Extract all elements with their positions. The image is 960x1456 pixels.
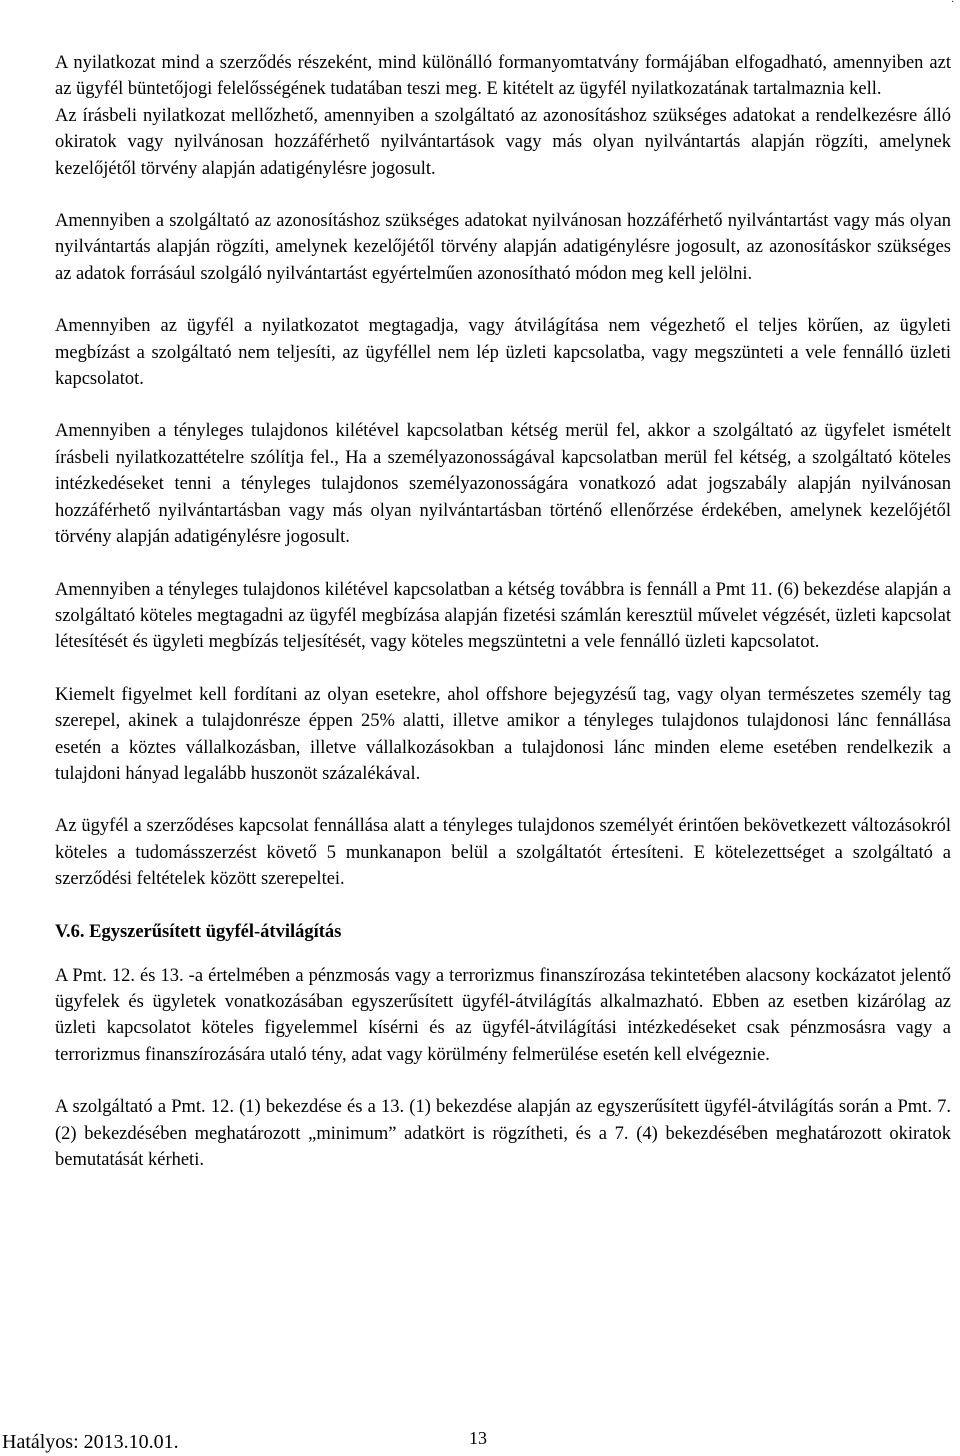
paragraph-registry-source: Amennyiben a szolgáltató az azonosításhoz szükséges adatokat nyilvánosan hozzáférhető nyilvántartást vagy más olyan nyilvántartás alapján rögzíti, amelynek kezelőjétől törvény alapján adatigénylésre jogosult, az azonosításkor szükséges az adatok forrásául szolgáló nyilvántartást egyértelműen azonosítható módon meg kell jelölni. [55, 211, 951, 284]
corner-mark [952, 0, 955, 6]
paragraph-offshore-attention: Kiemelt figyelmet kell fordítani az olyan esetekre, ahol offshore bejegyzésű tag, vagy olyan természetes személy tag szerepel, akinek a tulajdonrésze éppen 25% alatti, illetve amikor a tényleges tulajdonos tulajdonosi lánc fennállása esetén a köztes vállalkozásban, illetve vállalkozásokban a tulajdonosi lánc minden eleme esetében rendelkezik a tulajdoni hányad legalább huszonöt százalékával. [55, 684, 951, 784]
paragraph-simplified-due-diligence: A Pmt. 12. és 13. -a értelmében a pénzmosás vagy a terrorizmus finanszírozása tekintetében alacsony kockázatot jelentő ügyfelek és ügyletek vonatkozásában egyszerűsített ügyfél-átvilágítás alkalmazható. Ebben az esetben kizárólag az üzleti kapcsolatot köteles figyelemmel kísérni és az ügyfél-átvilágítási intézkedéseket csak pénzmosásra vagy a terrorizmus finanszírozására utaló tény, adat vagy körülmény felmerülése esetén kell elvégeznie. [55, 965, 951, 1065]
paragraph-statement-form: A nyilatkozat mind a szerződés részeként, mind különálló formanyomtatvány formájában elfogadható, amennyiben azt az ügyfél büntetőjogi felelősségének tudatában teszi meg. E kitételt az ügyfél nyilatkozatának tartalmaznia kell. [55, 53, 951, 100]
paragraph-refusal: Amennyiben az ügyfél a nyilatkozatot megtagadja, vagy átvilágítása nem végezhető el teljes körűen, az ügyleti megbízást a szolgáltató nem teljesíti, az ügyféllel nem lép üzleti kapcsolatba, vagy megszünteti a vele fennálló üzleti kapcsolatot. [55, 316, 951, 390]
section-heading: V.6. Egyszerűsített ügyfél-átvilágítás [55, 921, 342, 942]
paragraph-change-notification: Az ügyfél a szerződéses kapcsolat fennállása alatt a tényleges tulajdonos személyét érintően bekövetkezett változásokról köteles a tudomásszerzést követő 5 munkanapon belül a szolgáltatót értesíteni. E kötelezettséget a szolgáltató a szerződési feltételek között szerepeltei. [55, 816, 951, 890]
footer-effective-date: Hatályos: 2013.10.01. [2, 1431, 179, 1453]
document-body [55, 50, 951, 1199]
paragraph-minimum-data: A szolgáltató a Pmt. 12. (1) bekezdése és a 13. (1) bekezdése alapján az egyszerűsített ügyfél-átvilágítás során a Pmt. 7. (2) bekezdésében meghatározott „minimum” adatkört is rögzítheti, és a 7. (4) bekezdésében meghatározott okiratok bemutatását kérheti. [55, 1097, 951, 1170]
footer-page-number: 13 [469, 1428, 487, 1448]
paragraph-owner-doubt: Amennyiben a tényleges tulajdonos kilétével kapcsolatban kétség merül fel, akkor a szolgáltató az ügyfelet ismételt írásbeli nyilatkozattételre szólítja fel., Ha a személyazonosságával kapcsolatban merül fel kétség, a szolgáltató köteles intézkedéseket tenni a tényleges tulajdonos személyazonosságára vonatkozó adat jogszabály alapján nyilvánosan hozzáférhető nyilvántartásban vagy más olyan nyilvántartásban történő ellenőrzése érdekében, amelynek kezelőjétől törvény alapján adatigénylésre jogosult. [55, 421, 951, 548]
paragraph-written-statement-omission: Az írásbeli nyilatkozat mellőzhető, amennyiben a szolgáltató az azonosításhoz szükséges adatokat a rendelkezésre álló okiratok vagy nyilvánosan hozzáférhető nyilvántartások vagy más olyan nyilvántartás alapján rögzíti, amelynek kezelőjétől törvény alapján adatigénylésre jogosult. [55, 105, 951, 179]
paragraph-persisting-doubt: Amennyiben a tényleges tulajdonos kilétével kapcsolatban a kétség továbbra is fennáll a Pmt 11. (6) bekezdése alapján a szolgáltató köteles megtagadni az ügyfél megbízása alapján fizetési számlán keresztül művelet végzését, üzleti kapcsolat létesítését és ügyleti megbízás teljesítését, vagy köteles megszüntetni a vele fennálló üzleti kapcsolatot. [55, 579, 951, 653]
